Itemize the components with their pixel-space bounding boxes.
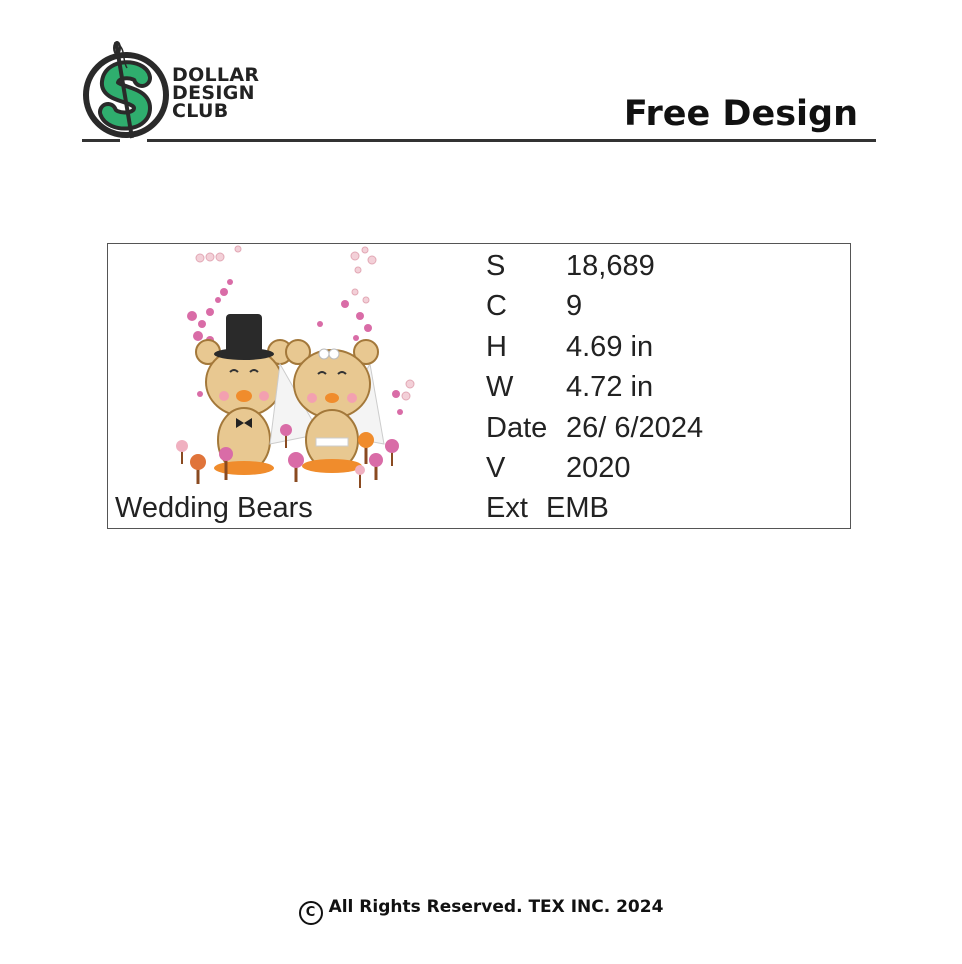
spec-key: Ext bbox=[486, 492, 528, 525]
spec-key: Date bbox=[486, 411, 548, 444]
spec-value: 2020 bbox=[566, 451, 631, 484]
footer-text: All Rights Reserved. TEX INC. 2024 bbox=[328, 897, 664, 917]
spec-value: 4.69 in bbox=[566, 330, 654, 363]
spec-key: S bbox=[486, 250, 506, 282]
dollar-needle-logo-icon bbox=[82, 40, 172, 140]
brand-name-line3: CLUB bbox=[172, 100, 229, 122]
design-card bbox=[107, 243, 851, 529]
spec-value: 4.72 in bbox=[566, 371, 654, 404]
design-name: Wedding Bears bbox=[115, 492, 313, 524]
spec-key: V bbox=[486, 451, 506, 484]
brand-name-line1: DOLLAR bbox=[172, 64, 260, 86]
page-title: Free Design bbox=[623, 94, 858, 134]
spec-key: C bbox=[486, 290, 507, 323]
spec-value: 18,689 bbox=[566, 250, 655, 282]
brand-name bbox=[172, 66, 259, 120]
brand-name-line2: DESIGN bbox=[172, 82, 255, 104]
header-divider bbox=[147, 139, 876, 142]
spec-value: 9 bbox=[566, 290, 583, 323]
spec-value: 26/ 6/2024 bbox=[566, 411, 704, 444]
spec-key: W bbox=[486, 371, 514, 404]
copyright-icon: C bbox=[299, 901, 323, 925]
footer bbox=[0, 897, 962, 925]
wedding-bears-embroidery-illustration bbox=[170, 244, 430, 494]
spec-key: H bbox=[486, 330, 507, 363]
spec-value: EMB bbox=[546, 492, 609, 525]
header-divider-left bbox=[82, 139, 120, 142]
